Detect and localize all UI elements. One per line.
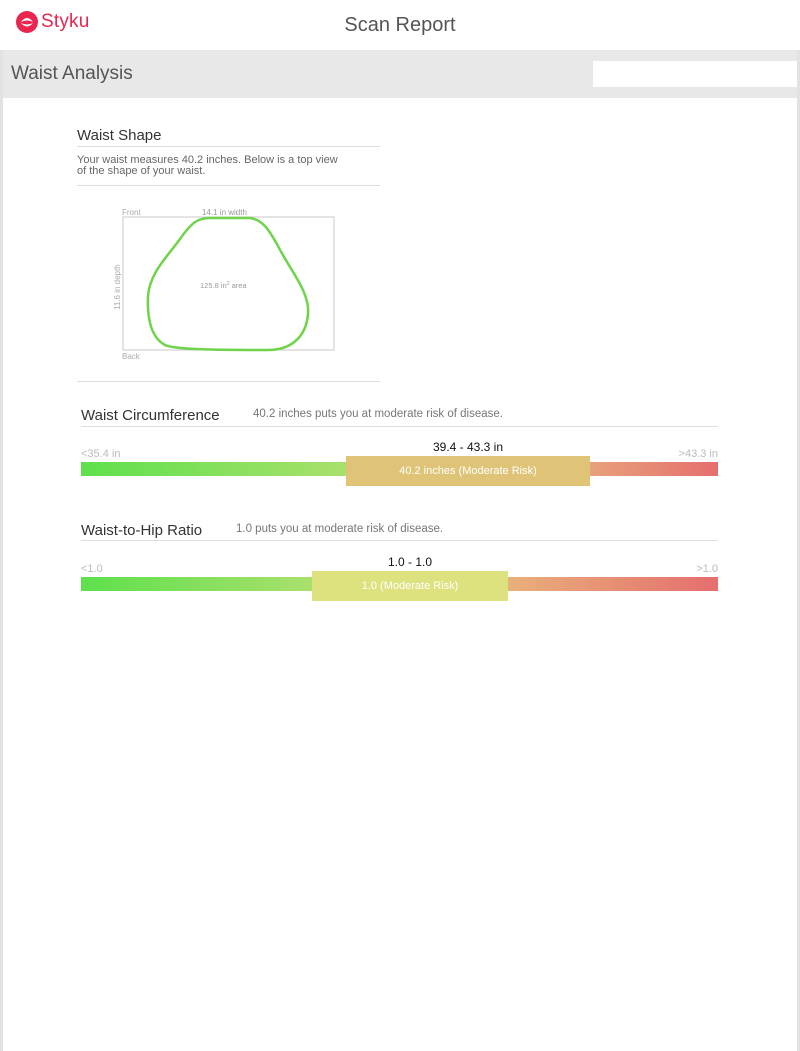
- waist-circumference-title: Waist Circumference: [81, 407, 220, 424]
- page-title: Scan Report: [344, 14, 456, 36]
- waist-to-hip-subtitle: 1.0 puts you at moderate risk of disease.: [236, 523, 444, 535]
- section-header-box: [593, 61, 797, 87]
- divider: [77, 381, 380, 382]
- divider: [81, 540, 718, 541]
- waist-shape-title: Waist Shape: [77, 127, 162, 144]
- waist-circumference-marker: 40.2 inches (Moderate Risk): [346, 456, 590, 486]
- area-label: 125.8 $in^2$ area: [200, 281, 247, 290]
- waist-to-hip-low-label: <1.0: [81, 563, 103, 575]
- waist-to-hip-title: Waist-to-Hip Ratio: [81, 522, 203, 539]
- depth-label: 11.6 in depth: [113, 264, 122, 310]
- waist-circumference-subtitle: 40.2 inches puts you at moderate risk of disease.: [253, 408, 503, 420]
- section-title: Waist Analysis: [11, 63, 133, 84]
- waist-circumference-low-label: <35.4 in: [81, 448, 121, 460]
- front-label: Front: [122, 208, 141, 217]
- waist-shape-description-line1: Your waist measures 40.2 inches. Below is a top view: [77, 154, 338, 166]
- waist-circumference-range: 39.4 - 43.3 in: [432, 440, 504, 454]
- waist-to-hip-marker: 1.0 (Moderate Risk): [312, 571, 508, 601]
- width-label: 14.1 in width: [202, 208, 247, 217]
- waist-circumference-bar-low: [81, 462, 346, 476]
- waist-to-hip-bar-low: [81, 577, 312, 591]
- brand-name: Styku: [41, 11, 90, 32]
- divider: [77, 146, 380, 147]
- waist-to-hip-bar-high: [508, 577, 718, 591]
- divider: [81, 426, 718, 427]
- waist-shape-diagram: [110, 204, 350, 364]
- divider: [77, 185, 380, 186]
- waist-circumference-bar-high: [590, 462, 718, 476]
- back-label: Back: [122, 352, 140, 361]
- waist-to-hip-range: 1.0 - 1.0: [387, 555, 433, 569]
- section-header: [3, 50, 797, 98]
- waist-to-hip-high-label: >1.0: [696, 563, 718, 575]
- top-bar: [0, 0, 800, 50]
- waist-shape-description-line2: of the shape of your waist.: [77, 165, 206, 177]
- waist-circumference-high-label: >43.3 in: [678, 448, 718, 460]
